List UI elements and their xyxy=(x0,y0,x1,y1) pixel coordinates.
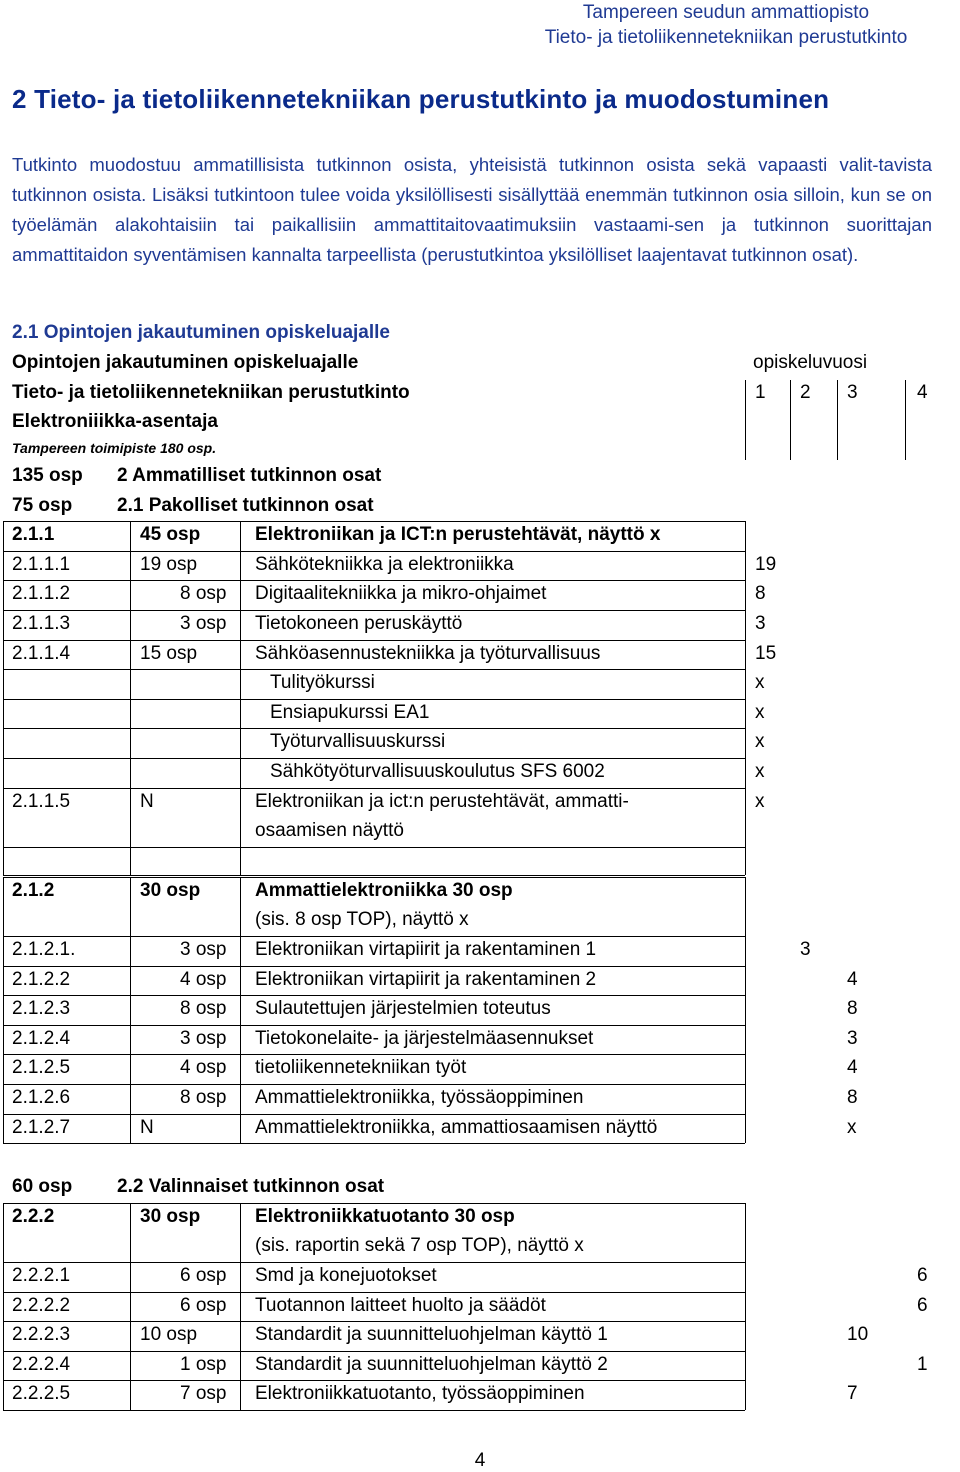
row-code: 75 osp xyxy=(12,494,73,516)
row-name-cont: (sis. 8 osp TOP), näyttö x xyxy=(255,909,469,931)
row-value: 7 xyxy=(847,1383,858,1405)
row-code: 2.1.1.2 xyxy=(12,583,71,605)
table-rule xyxy=(130,580,131,610)
table-rule xyxy=(3,966,4,996)
row-name: Sähkötekniikka ja elektroniikka xyxy=(255,553,514,575)
table-rule xyxy=(240,995,241,1025)
table-rule xyxy=(3,610,4,640)
row-name: Ammattielektroniikka 30 osp xyxy=(255,879,513,901)
table-rule xyxy=(3,758,4,788)
table-rule xyxy=(3,788,4,847)
table-rule xyxy=(240,580,241,610)
row-name: Standardit ja suunnitteluohjelman käyttö 2 xyxy=(255,1353,608,1375)
row-osp: 10 osp xyxy=(140,1324,198,1346)
table-rule xyxy=(130,1380,131,1410)
row-name: Tuotannon laitteet huolto ja säädöt xyxy=(255,1294,546,1316)
table-location: Tampereen toimipiste 180 osp. xyxy=(12,440,217,456)
row-code: 2.2.2.2 xyxy=(12,1294,71,1316)
row-osp: 30 osp xyxy=(140,1205,201,1227)
row-code: 2.1.2.1. xyxy=(12,939,76,960)
table-rule xyxy=(745,521,746,551)
table-rule xyxy=(130,1203,131,1262)
row-code: 2.1.2.4 xyxy=(12,1027,71,1049)
section-heading: 2 Tieto- ja tietoliikennetekniikan perustutkinto ja muodostuminen xyxy=(12,84,830,114)
row-value: x xyxy=(755,701,765,723)
table-rule xyxy=(130,551,131,581)
table-rule xyxy=(3,669,4,699)
table-rule xyxy=(3,875,745,876)
row-value: 3 xyxy=(755,613,766,634)
table-rule xyxy=(130,1025,131,1055)
row-osp: 7 osp xyxy=(180,1383,227,1405)
row-name: Elektroniikan virtapiirit ja rakentaminen 2 xyxy=(255,968,597,990)
row-value: 4 xyxy=(847,968,858,990)
row-value: 3 xyxy=(800,939,811,960)
row-value: 6 xyxy=(917,1265,928,1286)
table-rule xyxy=(240,877,241,936)
table-specialization: Elektroniiikka-asentaja xyxy=(12,411,218,432)
table-rule xyxy=(3,847,745,848)
table-rule xyxy=(130,788,131,847)
row-name: Elektroniikan ja ICT:n perustehtävät, näyttö x xyxy=(255,524,661,546)
table-rule xyxy=(3,936,4,966)
row-code: 2.1.2 xyxy=(12,879,55,901)
table-rule xyxy=(3,1114,4,1144)
table-rule xyxy=(3,1380,4,1410)
table-rule xyxy=(745,1084,746,1114)
table-rule xyxy=(745,1114,746,1144)
row-name: Digitaalitekniikka ja mikro-ohjaimet xyxy=(255,583,547,605)
row-title: 2.2 Valinnaiset tutkinnon osat xyxy=(117,1176,385,1198)
row-code: 2.1.2.5 xyxy=(12,1057,71,1079)
table-rule xyxy=(240,699,241,729)
row-name: Ammattielektroniikka, ammattiosaamisen näyttö xyxy=(255,1116,658,1138)
row-code: 2.2.2.5 xyxy=(12,1383,71,1405)
table-rule xyxy=(240,521,241,551)
table-rule xyxy=(240,1084,241,1114)
row-name: Sähkötyöturvallisuuskoulutus SFS 6002 xyxy=(270,761,605,782)
row-value: 3 xyxy=(847,1027,858,1049)
row-value: 8 xyxy=(847,998,858,1020)
row-osp: 30 osp xyxy=(140,879,201,901)
year-3: 3 xyxy=(847,382,858,403)
table-rule xyxy=(240,1292,241,1322)
row-name: Elektroniikan virtapiirit ja rakentaminen 1 xyxy=(255,939,597,960)
table-rule xyxy=(745,640,746,670)
row-value: 8 xyxy=(847,1087,858,1108)
table-rule xyxy=(240,847,241,875)
table-rule xyxy=(130,847,131,875)
row-name: Standardit ja suunnitteluohjelman käyttö 1 xyxy=(255,1324,608,1346)
row-value: x xyxy=(755,761,765,782)
table-rule xyxy=(240,966,241,996)
year-2: 2 xyxy=(800,382,811,403)
row-name: Smd ja konejuotokset xyxy=(255,1265,437,1286)
table-rule xyxy=(3,640,4,670)
row-code: 2.2.2 xyxy=(12,1205,55,1227)
table-rule xyxy=(837,380,838,460)
table-rule xyxy=(905,380,906,460)
row-value: x xyxy=(755,672,765,694)
row-value: x xyxy=(755,731,765,753)
table-rule xyxy=(3,1292,4,1322)
table-rule xyxy=(790,380,791,460)
row-osp: 3 osp xyxy=(180,939,227,960)
row-value: x xyxy=(847,1116,857,1138)
table-rule xyxy=(3,1143,745,1144)
row-osp: 6 osp xyxy=(180,1265,227,1286)
table-rule xyxy=(745,551,746,581)
table-rule xyxy=(130,1292,131,1322)
table-rule xyxy=(130,936,131,966)
row-name: Tietokoneen peruskäyttö xyxy=(255,613,463,634)
row-osp: 4 osp xyxy=(180,1057,227,1079)
table-rule xyxy=(3,1025,4,1055)
row-osp: 8 osp xyxy=(180,998,227,1020)
table-rule xyxy=(3,728,4,758)
row-osp: 8 osp xyxy=(180,583,227,605)
row-osp: 6 osp xyxy=(180,1294,227,1316)
table-rule xyxy=(240,610,241,640)
row-code: 2.1.2.7 xyxy=(12,1116,71,1138)
row-name: Tietokonelaite- ja järjestelmäasennukset xyxy=(255,1027,594,1049)
table-degree: Tieto- ja tietoliikennetekniikan perustutkinto xyxy=(12,382,410,403)
row-code: 60 osp xyxy=(12,1176,73,1198)
table-rule xyxy=(130,640,131,670)
table-rule xyxy=(3,1054,4,1084)
table-rule xyxy=(240,1262,241,1292)
table-rule xyxy=(745,1203,746,1262)
table-rule xyxy=(3,521,4,551)
row-name: Sulautettujen järjestelmien toteutus xyxy=(255,998,551,1020)
header-institution: Tampereen seudun ammattiopisto xyxy=(582,2,870,23)
table-rule xyxy=(745,580,746,610)
table-rule xyxy=(240,1054,241,1084)
row-osp: 8 osp xyxy=(180,1087,227,1108)
row-code: 2.1.1 xyxy=(12,524,55,546)
row-code: 2.1.2.6 xyxy=(12,1087,71,1108)
table-rule xyxy=(3,699,4,729)
table-rule xyxy=(240,1321,241,1351)
row-name: Sähköasennustekniikka ja työturvallisuus xyxy=(255,642,601,664)
table-rule xyxy=(3,1351,4,1381)
row-osp: 45 osp xyxy=(140,524,201,546)
row-code: 2.2.2.1 xyxy=(12,1265,71,1286)
table-rule xyxy=(130,1351,131,1381)
row-osp: 3 osp xyxy=(180,613,227,634)
table-rule xyxy=(745,699,746,729)
table-rule xyxy=(745,1292,746,1322)
row-name: Ammattielektroniikka, työssäoppiminen xyxy=(255,1087,584,1108)
table-rule xyxy=(240,788,241,847)
table-rule xyxy=(130,877,131,936)
table-rule xyxy=(3,847,4,875)
row-value: 6 xyxy=(917,1294,928,1316)
row-name: Elektroniikkatuotanto, työssäoppiminen xyxy=(255,1383,585,1405)
table-rule xyxy=(745,1321,746,1351)
row-osp: 4 osp xyxy=(180,968,227,990)
table-rule xyxy=(3,877,4,936)
row-code: 2.1.1.1 xyxy=(12,553,71,575)
row-osp: 15 osp xyxy=(140,642,198,664)
row-name: Työturvallisuuskurssi xyxy=(270,731,446,753)
table-rule xyxy=(745,877,746,936)
table-rule xyxy=(130,699,131,729)
table-rule xyxy=(3,995,4,1025)
table-rule xyxy=(745,995,746,1025)
row-name: Elektroniikkatuotanto 30 osp xyxy=(255,1205,515,1227)
row-code: 2.1.2.3 xyxy=(12,998,71,1020)
table-rule xyxy=(745,1262,746,1292)
row-code: 135 osp xyxy=(12,465,83,486)
table-rule xyxy=(745,788,746,847)
table-rule xyxy=(130,521,131,551)
table-rule xyxy=(745,610,746,640)
table-rule xyxy=(130,1054,131,1084)
table-rule xyxy=(745,1380,746,1410)
row-osp: N xyxy=(140,1116,154,1138)
table-rule xyxy=(130,1084,131,1114)
intro-paragraph: Tutkinto muodostuu ammatillisista tutkinnon osista, yhteisistä tutkinnon osista sekä vapaasti valit-tavista tutkinnon osista. Lisäksi tutkintoon tulee voida yksilöllisesti sisällyttää enemmän tutkinnon osia silloin, kun se on työelämän alakohtaisiin tai paikallisiin ammattitaitovaatimuksiin vastaami-sen ja tutkinnon suorittajan ammattitaidon syventämisen kannalta tarpeellista (perustutkintoa yksilölliset laajentavat tutkinnon osat). xyxy=(12,154,932,265)
row-osp: 3 osp xyxy=(180,1027,227,1049)
row-osp: 1 osp xyxy=(180,1353,227,1375)
row-value: x xyxy=(755,790,765,812)
row-title: 2 Ammatilliset tutkinnon osat xyxy=(117,465,382,486)
table-rule xyxy=(130,1321,131,1351)
year-1: 1 xyxy=(755,382,766,403)
year-label: opiskeluvuosi xyxy=(753,352,868,373)
table-rule xyxy=(240,1114,241,1144)
table-rule xyxy=(240,1025,241,1055)
table-rule xyxy=(130,758,131,788)
table-rule xyxy=(3,551,4,581)
table-rule xyxy=(745,1351,746,1381)
table-rule xyxy=(3,1084,4,1114)
row-code: 2.2.2.4 xyxy=(12,1353,71,1375)
year-4: 4 xyxy=(917,382,928,403)
table-rule xyxy=(3,1410,745,1411)
row-value: 19 xyxy=(755,553,777,575)
table-rule xyxy=(130,669,131,699)
row-code: 2.1.2.2 xyxy=(12,968,71,990)
row-value: 15 xyxy=(755,642,777,664)
row-value: 1 xyxy=(917,1353,928,1375)
row-code: 2.1.1.5 xyxy=(12,790,71,812)
table-rule xyxy=(240,1203,241,1262)
table-rule xyxy=(745,847,746,875)
table-rule xyxy=(745,966,746,996)
table-rule xyxy=(240,758,241,788)
row-value: 10 xyxy=(847,1324,869,1346)
table-rule xyxy=(3,1321,4,1351)
table-rule xyxy=(240,1380,241,1410)
table-rule xyxy=(240,936,241,966)
table-rule xyxy=(745,1054,746,1084)
table-rule xyxy=(240,640,241,670)
table-rule xyxy=(3,1262,4,1292)
table-rule xyxy=(745,669,746,699)
table-rule xyxy=(745,1025,746,1055)
row-code: 2.2.2.3 xyxy=(12,1324,71,1346)
table-rule xyxy=(240,728,241,758)
table-rule xyxy=(130,995,131,1025)
row-name: Elektroniikan ja ict:n perustehtävät, ammatti- xyxy=(255,790,629,812)
table-rule xyxy=(130,610,131,640)
table-rule xyxy=(745,728,746,758)
row-name-cont: (sis. raportin sekä 7 osp TOP), näyttö x xyxy=(255,1235,584,1257)
table-rule xyxy=(240,669,241,699)
subsection-heading: 2.1 Opintojen jakautuminen opiskeluajalle xyxy=(12,322,390,343)
row-name: Ensiapukurssi EA1 xyxy=(270,701,430,723)
table-rule xyxy=(130,728,131,758)
table-rule xyxy=(745,936,746,966)
table-rule xyxy=(745,380,746,460)
table-rule xyxy=(130,1114,131,1144)
table-title: Opintojen jakautuminen opiskeluajalle xyxy=(12,352,359,373)
header-degree: Tieto- ja tietoliikennetekniikan perustutkinto xyxy=(544,27,908,48)
table-rule xyxy=(745,758,746,788)
table-rule xyxy=(130,966,131,996)
page-number: 4 xyxy=(474,1450,486,1471)
page-header xyxy=(516,0,936,50)
row-osp: 19 osp xyxy=(140,553,198,575)
row-code: 2.1.1.3 xyxy=(12,613,71,634)
row-osp: N xyxy=(140,790,154,812)
table-rule xyxy=(3,580,4,610)
row-title: 2.1 Pakolliset tutkinnon osat xyxy=(117,494,374,516)
row-name-cont: osaamisen näyttö xyxy=(255,820,404,842)
table-rule xyxy=(240,1351,241,1381)
row-code: 2.1.1.4 xyxy=(12,642,71,664)
row-name: Tulityökurssi xyxy=(270,672,375,694)
row-value: 4 xyxy=(847,1057,858,1079)
table-rule xyxy=(3,1203,4,1262)
row-name: tietoliikennetekniikan työt xyxy=(255,1057,467,1079)
table-rule xyxy=(240,551,241,581)
row-value: 8 xyxy=(755,583,766,605)
table-rule xyxy=(130,1262,131,1292)
